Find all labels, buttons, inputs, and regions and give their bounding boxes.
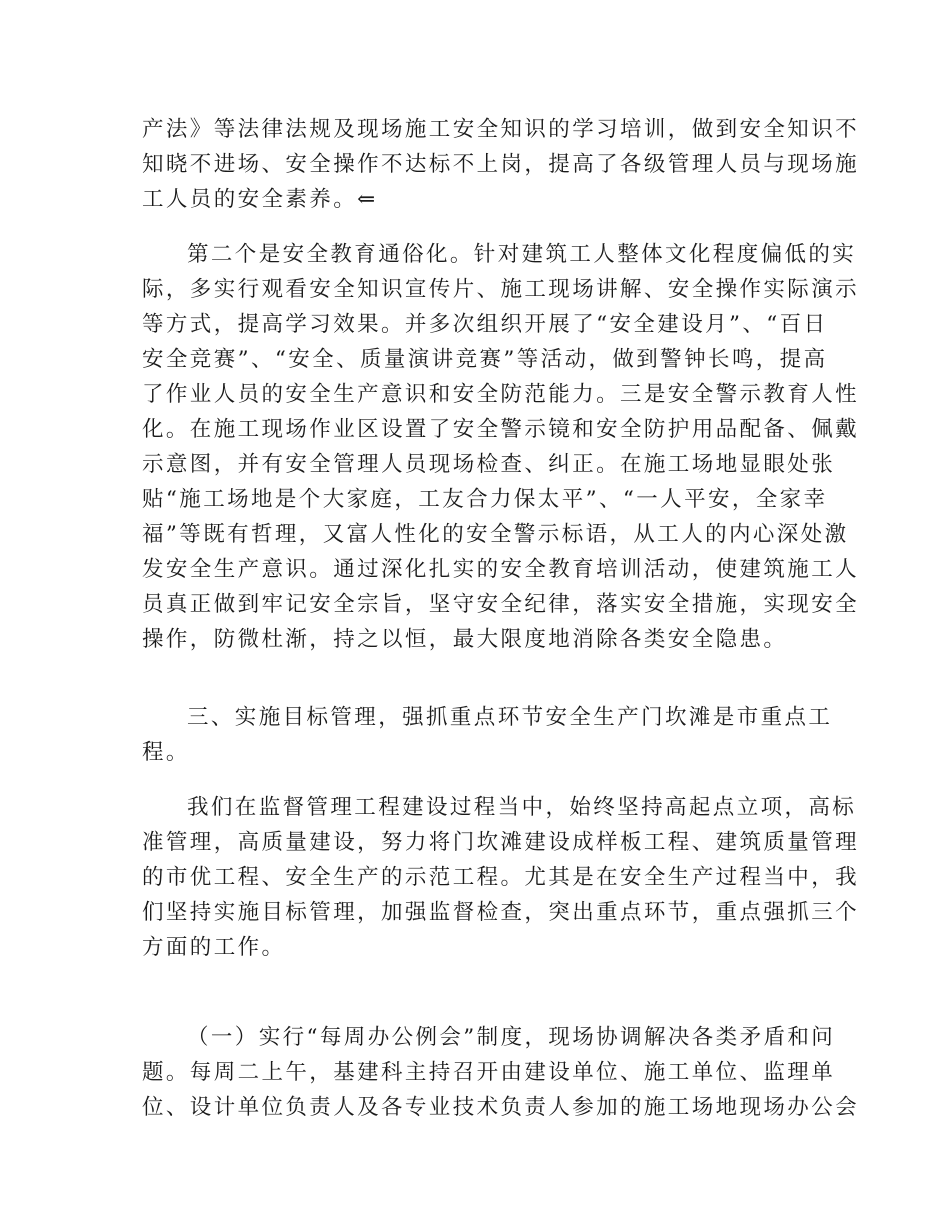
paragraph-1 <box>142 112 860 217</box>
text-line: 产法》等法律法规及现场施工安全知识的学习培训，做到安全知识不 <box>142 117 860 142</box>
text-line: 员真正做到牢记安全宗旨，坚守安全纪律，落实安全措施，实现安全 <box>142 592 860 617</box>
paragraph-3 <box>142 700 833 770</box>
text-line: 第二个是安全教育通俗化。针对建筑工人整体文化程度偏低的实 <box>187 242 857 267</box>
text-line: 福”等既有哲理，又富人性化的安全警示标语，从工人的内心深处激 <box>142 522 849 547</box>
text-line: 们坚持实施目标管理，加强监督检查，突出重点环节，重点强抓三个 <box>142 900 860 925</box>
paragraph-5 <box>142 1020 860 1125</box>
text-line: 位、设计单位负责人及各专业技术负责人参加的施工场地现场办公会 <box>142 1095 860 1120</box>
text-line: 准管理，高质量建设，努力将门坎滩建设成样板工程、建筑质量管理 <box>142 830 860 855</box>
text-line: 贴“施工场地是个大家庭，工友合力保太平”、“一人平安，全家幸 <box>142 487 828 512</box>
text-line: 知晓不进场、安全操作不达标不上岗，提高了各级管理人员与现场施 <box>142 152 860 177</box>
text-line: 安全竞赛”、“安全、质量演讲竞赛”等活动，做到警钟长鸣，提高 <box>142 347 828 372</box>
text-line: 发安全生产意识。通过深化扎实的安全教育培训活动，使建筑施工人 <box>142 557 860 582</box>
text-line: 际，多实行观看安全知识宣传片、施工现场讲解、安全操作实际演示 <box>142 277 860 302</box>
text-line: 了作业人员的安全生产意识和安全防范能力。三是安全警示教育人性 <box>142 382 860 407</box>
text-line: （一）实行“每周办公例会”制度，现场协调解决各类矛盾和问 <box>187 1025 836 1050</box>
text-line: 我们在监督管理工程建设过程当中，始终坚持高起点立项，高标 <box>187 795 857 820</box>
text-line: 题。每周二上午，基建科主持召开由建设单位、施工单位、监理单 <box>142 1060 836 1085</box>
text-line: 工人员的安全素养。⇐ <box>142 187 378 212</box>
text-line: 化。在施工现场作业区设置了安全警示镜和安全防护用品配备、佩戴 <box>142 417 860 442</box>
text-line: 示意图，并有安全管理人员现场检查、纠正。在施工场地显眼处张 <box>142 452 836 477</box>
text-line: 等方式，提高学习效果。并多次组织开展了“安全建设月”、“百日 <box>142 312 828 337</box>
paragraph-4 <box>142 790 860 965</box>
section-heading-line: 三、实施目标管理，强抓重点环节安全生产门坎滩是市重点工 <box>187 705 833 730</box>
paragraph-2 <box>142 237 860 657</box>
text-line: 的市优工程、安全生产的示范工程。尤其是在安全生产过程当中，我 <box>142 865 860 890</box>
section-heading-line: 程。 <box>142 740 190 765</box>
text-line: 方面的工作。 <box>142 935 286 960</box>
text-line: 操作，防微杜渐，持之以恒，最大限度地消除各类安全隐患。 <box>142 627 788 652</box>
